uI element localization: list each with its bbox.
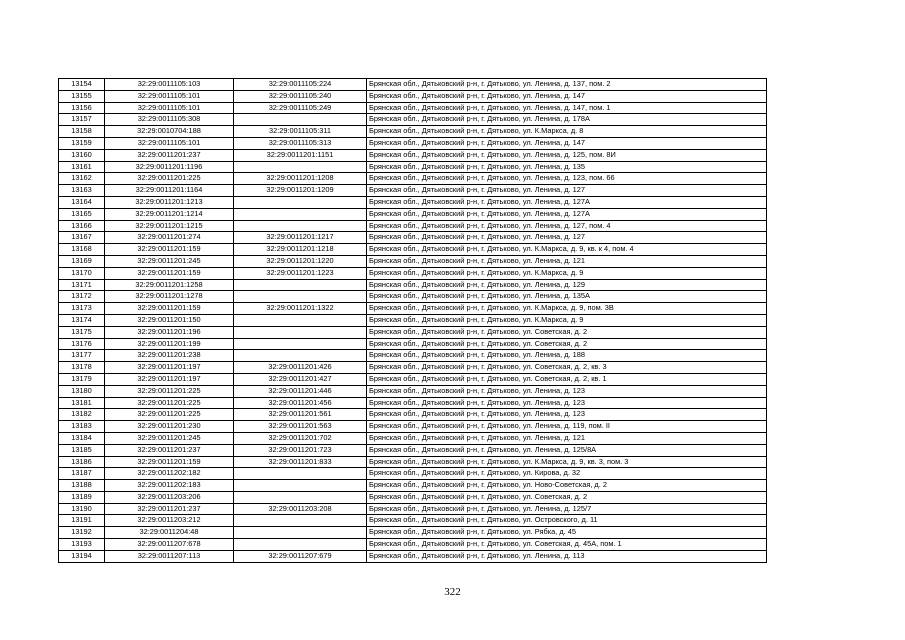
row-number-cell: 13159 [59,137,105,149]
row-number-cell: 13192 [59,527,105,539]
row-number-cell: 13166 [59,220,105,232]
table-row [59,79,767,91]
land-cadastral-number-cell: 32:29:0011105:101 [105,102,234,114]
land-cadastral-number-cell: 32:29:0011207:678 [105,539,234,551]
address-cell: Брянская обл., Дятьковский р-н, г. Дятьково, ул. Ленина, д. 127 [367,185,767,197]
row-number-cell: 13161 [59,161,105,173]
address-cell: Брянская обл., Дятьковский р-н, г. Дятьково, ул. Ленина, д. 123 [367,409,767,421]
table-row [59,362,767,374]
land-cadastral-number-cell: 32:29:0011201:1215 [105,220,234,232]
row-number-cell: 13178 [59,362,105,374]
table-row [59,255,767,267]
address-cell: Брянская обл., Дятьковский р-н, г. Дятьково, ул. К.Маркса, д. 9, пом. 3В [367,303,767,315]
land-cadastral-number-cell: 32:29:0011201:245 [105,432,234,444]
table-row [59,244,767,256]
building-cadastral-number-cell: 32:29:0011201:456 [234,397,367,409]
table-row [59,385,767,397]
land-cadastral-number-cell: 32:29:0011201:1164 [105,185,234,197]
address-cell: Брянская обл., Дятьковский р-н, г. Дятьково, ул. Ленина, д. 147, пом. 1 [367,102,767,114]
address-cell: Брянская обл., Дятьковский р-н, г. Дятьково, ул. К.Маркса, д. 8 [367,126,767,138]
row-number-cell: 13187 [59,468,105,480]
address-cell: Брянская обл., Дятьковский р-н, г. Дятьково, ул. Ленина, д. 121 [367,432,767,444]
building-cadastral-number-cell: 32:29:0011201:1217 [234,232,367,244]
table-row [59,220,767,232]
building-cadastral-number-cell [234,338,367,350]
address-cell: Брянская обл., Дятьковский р-н, г. Дятьково, ул. Ленина, д. 129 [367,279,767,291]
address-cell: Брянская обл., Дятьковский р-н, г. Дятьково, ул. Ленина, д. 135 [367,161,767,173]
table-row [59,468,767,480]
land-cadastral-number-cell: 32:29:0011201:237 [105,149,234,161]
row-number-cell: 13162 [59,173,105,185]
land-cadastral-number-cell: 32:29:0011201:150 [105,314,234,326]
table-row [59,126,767,138]
address-cell: Брянская обл., Дятьковский р-н, г. Дятьково, ул. Ленина, д. 178А [367,114,767,126]
address-cell: Брянская обл., Дятьковский р-н, г. Дятьково, ул. Ленина, д. 123 [367,385,767,397]
building-cadastral-number-cell: 32:29:0011203:208 [234,503,367,515]
table-row [59,137,767,149]
row-number-cell: 13169 [59,255,105,267]
row-number-cell: 13157 [59,114,105,126]
land-cadastral-number-cell: 32:29:0011201:238 [105,350,234,362]
address-cell: Брянская обл., Дятьковский р-н, г. Дятьково, ул. Ленина, д. 113 [367,550,767,562]
land-cadastral-number-cell: 32:29:0011201:274 [105,232,234,244]
row-number-cell: 13160 [59,149,105,161]
building-cadastral-number-cell [234,279,367,291]
land-cadastral-number-cell: 32:29:0011201:159 [105,244,234,256]
land-cadastral-number-cell: 32:29:0010704:188 [105,126,234,138]
row-number-cell: 13176 [59,338,105,350]
land-cadastral-number-cell: 32:29:0011201:1258 [105,279,234,291]
address-cell: Брянская обл., Дятьковский р-н, г. Дятьково, ул. Ленина, д. 147 [367,90,767,102]
building-cadastral-number-cell [234,291,367,303]
row-number-cell: 13190 [59,503,105,515]
page-number: 322 [444,586,461,598]
building-cadastral-number-cell [234,114,367,126]
table-row [59,539,767,551]
row-number-cell: 13165 [59,208,105,220]
table-row [59,149,767,161]
building-cadastral-number-cell: 32:29:0011201:563 [234,421,367,433]
address-cell: Брянская обл., Дятьковский р-н, г. Дятьково, ул. Советская, д. 45А, пом. 1 [367,539,767,551]
table-row [59,503,767,515]
row-number-cell: 13189 [59,491,105,503]
row-number-cell: 13191 [59,515,105,527]
land-cadastral-number-cell: 32:29:0011201:237 [105,503,234,515]
land-cadastral-number-cell: 32:29:0011201:225 [105,397,234,409]
row-number-cell: 13177 [59,350,105,362]
row-number-cell: 13185 [59,444,105,456]
table-row [59,397,767,409]
building-cadastral-number-cell: 32:29:0011201:1322 [234,303,367,315]
table-row [59,444,767,456]
table-row [59,432,767,444]
row-number-cell: 13186 [59,456,105,468]
address-cell: Брянская обл., Дятьковский р-н, г. Дятьково, ул. Советская, д. 2 [367,491,767,503]
land-cadastral-number-cell: 32:29:0011201:230 [105,421,234,433]
land-cadastral-number-cell: 32:29:0011203:206 [105,491,234,503]
address-cell: Брянская обл., Дятьковский р-н, г. Дятьково, ул. К.Маркса, д. 9 [367,267,767,279]
row-number-cell: 13168 [59,244,105,256]
building-cadastral-number-cell: 32:29:0011201:1218 [234,244,367,256]
row-number-cell: 13193 [59,539,105,551]
address-cell: Брянская обл., Дятьковский р-н, г. Дятьково, ул. Ново-Советская, д. 2 [367,480,767,492]
address-cell: Брянская обл., Дятьковский р-н, г. Дятьково, ул. Ленина, д. 123 [367,397,767,409]
table-row [59,456,767,468]
row-number-cell: 13181 [59,397,105,409]
address-cell: Брянская обл., Дятьковский р-н, г. Дятьково, ул. Ленина, д. 137, пом. 2 [367,79,767,91]
address-cell: Брянская обл., Дятьковский р-н, г. Дятьково, ул. К.Маркса, д. 9 [367,314,767,326]
row-number-cell: 13154 [59,79,105,91]
land-cadastral-number-cell: 32:29:0011201:197 [105,373,234,385]
address-cell: Брянская обл., Дятьковский р-н, г. Дятьково, ул. Рябка, д. 45 [367,527,767,539]
table-row [59,303,767,315]
building-cadastral-number-cell [234,527,367,539]
row-number-cell: 13180 [59,385,105,397]
building-cadastral-number-cell: 32:29:0011201:1209 [234,185,367,197]
land-cadastral-number-cell: 32:29:0011201:225 [105,173,234,185]
land-cadastral-number-cell: 32:29:0011201:159 [105,303,234,315]
land-cadastral-number-cell: 32:29:0011207:113 [105,550,234,562]
address-cell: Брянская обл., Дятьковский р-н, г. Дятьково, ул. Ленина, д. 125/8А [367,444,767,456]
building-cadastral-number-cell: 32:29:0011201:426 [234,362,367,374]
row-number-cell: 13167 [59,232,105,244]
table-row [59,314,767,326]
building-cadastral-number-cell: 32:29:0011105:224 [234,79,367,91]
table-row [59,173,767,185]
building-cadastral-number-cell [234,161,367,173]
building-cadastral-number-cell: 32:29:0011105:313 [234,137,367,149]
land-cadastral-number-cell: 32:29:0011203:212 [105,515,234,527]
table-row [59,515,767,527]
building-cadastral-number-cell: 32:29:0011201:702 [234,432,367,444]
building-cadastral-number-cell [234,314,367,326]
table-row [59,208,767,220]
address-cell: Брянская обл., Дятьковский р-н, г. Дятьково, ул. Ленина, д. 127 [367,232,767,244]
building-cadastral-number-cell [234,468,367,480]
address-cell: Брянская обл., Дятьковский р-н, г. Дятьково, ул. Ленина, д. 127, пом. 4 [367,220,767,232]
row-number-cell: 13175 [59,326,105,338]
building-cadastral-number-cell [234,326,367,338]
table-row [59,338,767,350]
land-cadastral-number-cell: 32:29:0011201:196 [105,326,234,338]
address-cell: Брянская обл., Дятьковский р-н, г. Дятьково, ул. Ленина, д. 188 [367,350,767,362]
table-row [59,90,767,102]
row-number-cell: 13188 [59,480,105,492]
land-cadastral-number-cell: 32:29:0011204:48 [105,527,234,539]
building-cadastral-number-cell [234,539,367,551]
building-cadastral-number-cell [234,491,367,503]
land-cadastral-number-cell: 32:29:0011105:103 [105,79,234,91]
row-number-cell: 13155 [59,90,105,102]
building-cadastral-number-cell [234,208,367,220]
row-number-cell: 13170 [59,267,105,279]
address-cell: Брянская обл., Дятьковский р-н, г. Дятьково, ул. К.Маркса, д. 9, кв. к 4, пом. 4 [367,244,767,256]
land-cadastral-number-cell: 32:29:0011201:159 [105,456,234,468]
building-cadastral-number-cell: 32:29:0011105:249 [234,102,367,114]
building-cadastral-number-cell: 32:29:0011105:311 [234,126,367,138]
address-cell: Брянская обл., Дятьковский р-н, г. Дятьково, ул. Ленина, д. 135А [367,291,767,303]
building-cadastral-number-cell: 32:29:0011201:723 [234,444,367,456]
land-cadastral-number-cell: 32:29:0011105:101 [105,137,234,149]
land-cadastral-number-cell: 32:29:0011201:237 [105,444,234,456]
table-row [59,267,767,279]
row-number-cell: 13179 [59,373,105,385]
land-cadastral-number-cell: 32:29:0011105:308 [105,114,234,126]
land-cadastral-number-cell: 32:29:0011201:159 [105,267,234,279]
building-cadastral-number-cell: 32:29:0011201:833 [234,456,367,468]
land-cadastral-number-cell: 32:29:0011201:1278 [105,291,234,303]
table-row [59,196,767,208]
building-cadastral-number-cell: 32:29:0011201:1151 [234,149,367,161]
land-cadastral-number-cell: 32:29:0011105:101 [105,90,234,102]
building-cadastral-number-cell [234,220,367,232]
table-row [59,114,767,126]
row-number-cell: 13182 [59,409,105,421]
table-row [59,279,767,291]
address-cell: Брянская обл., Дятьковский р-н, г. Дятьково, ул. Ленина, д. 125, пом. 8И [367,149,767,161]
table-row [59,527,767,539]
land-cadastral-number-cell: 32:29:0011201:225 [105,385,234,397]
land-cadastral-number-cell: 32:29:0011201:225 [105,409,234,421]
table-body [59,79,767,563]
table-row [59,291,767,303]
row-number-cell: 13171 [59,279,105,291]
table-row [59,161,767,173]
row-number-cell: 13194 [59,550,105,562]
row-number-cell: 13172 [59,291,105,303]
land-cadastral-number-cell: 32:29:0011201:1196 [105,161,234,173]
table-row [59,232,767,244]
building-cadastral-number-cell [234,350,367,362]
land-cadastral-number-cell: 32:29:0011201:197 [105,362,234,374]
address-cell: Брянская обл., Дятьковский р-н, г. Дятьково, ул. К.Маркса, д. 9, кв. 3, пом. 3 [367,456,767,468]
address-cell: Брянская обл., Дятьковский р-н, г. Дятьково, ул. Ленина, д. 147 [367,137,767,149]
building-cadastral-number-cell: 32:29:0011207:679 [234,550,367,562]
table-row [59,350,767,362]
row-number-cell: 13183 [59,421,105,433]
table-row [59,491,767,503]
address-cell: Брянская обл., Дятьковский р-н, г. Дятьково, ул. Ленина, д. 127А [367,196,767,208]
land-cadastral-number-cell: 32:29:0011202:183 [105,480,234,492]
building-cadastral-number-cell [234,196,367,208]
table-row [59,185,767,197]
address-cell: Брянская обл., Дятьковский р-н, г. Дятьково, ул. Ленина, д. 123, пом. 66 [367,173,767,185]
building-cadastral-number-cell: 32:29:0011201:1223 [234,267,367,279]
land-cadastral-number-cell: 32:29:0011201:1214 [105,208,234,220]
table-row [59,326,767,338]
table-row [59,480,767,492]
building-cadastral-number-cell: 32:29:0011201:1208 [234,173,367,185]
address-cell: Брянская обл., Дятьковский р-н, г. Дятьково, ул. Кирова, д. 32 [367,468,767,480]
building-cadastral-number-cell: 32:29:0011201:427 [234,373,367,385]
address-cell: Брянская обл., Дятьковский р-н, г. Дятьково, ул. Ленина, д. 125/7 [367,503,767,515]
building-cadastral-number-cell: 32:29:0011201:446 [234,385,367,397]
building-cadastral-number-cell: 32:29:0011201:561 [234,409,367,421]
table-row [59,409,767,421]
address-cell: Брянская обл., Дятьковский р-н, г. Дятьково, ул. Ленина, д. 127А [367,208,767,220]
land-cadastral-number-cell: 32:29:0011202:182 [105,468,234,480]
table-row [59,421,767,433]
cadastral-register-table [58,78,767,563]
land-cadastral-number-cell: 32:29:0011201:245 [105,255,234,267]
address-cell: Брянская обл., Дятьковский р-н, г. Дятьково, ул. Островского, д. 11 [367,515,767,527]
row-number-cell: 13184 [59,432,105,444]
row-number-cell: 13173 [59,303,105,315]
row-number-cell: 13163 [59,185,105,197]
address-cell: Брянская обл., Дятьковский р-н, г. Дятьково, ул. Советская, д. 2, кв. 1 [367,373,767,385]
row-number-cell: 13158 [59,126,105,138]
address-cell: Брянская обл., Дятьковский р-н, г. Дятьково, ул. Советская, д. 2 [367,338,767,350]
building-cadastral-number-cell [234,480,367,492]
row-number-cell: 13156 [59,102,105,114]
land-cadastral-number-cell: 32:29:0011201:1213 [105,196,234,208]
row-number-cell: 13174 [59,314,105,326]
address-cell: Брянская обл., Дятьковский р-н, г. Дятьково, ул. Советская, д. 2 [367,326,767,338]
table-row [59,373,767,385]
address-cell: Брянская обл., Дятьковский р-н, г. Дятьково, ул. Ленина, д. 119, пом. II [367,421,767,433]
building-cadastral-number-cell: 32:29:0011105:240 [234,90,367,102]
table-row [59,102,767,114]
building-cadastral-number-cell: 32:29:0011201:1220 [234,255,367,267]
table-row [59,550,767,562]
row-number-cell: 13164 [59,196,105,208]
address-cell: Брянская обл., Дятьковский р-н, г. Дятьково, ул. Советская, д. 2, кв. 3 [367,362,767,374]
address-cell: Брянская обл., Дятьковский р-н, г. Дятьково, ул. Ленина, д. 121 [367,255,767,267]
land-cadastral-number-cell: 32:29:0011201:199 [105,338,234,350]
building-cadastral-number-cell [234,515,367,527]
